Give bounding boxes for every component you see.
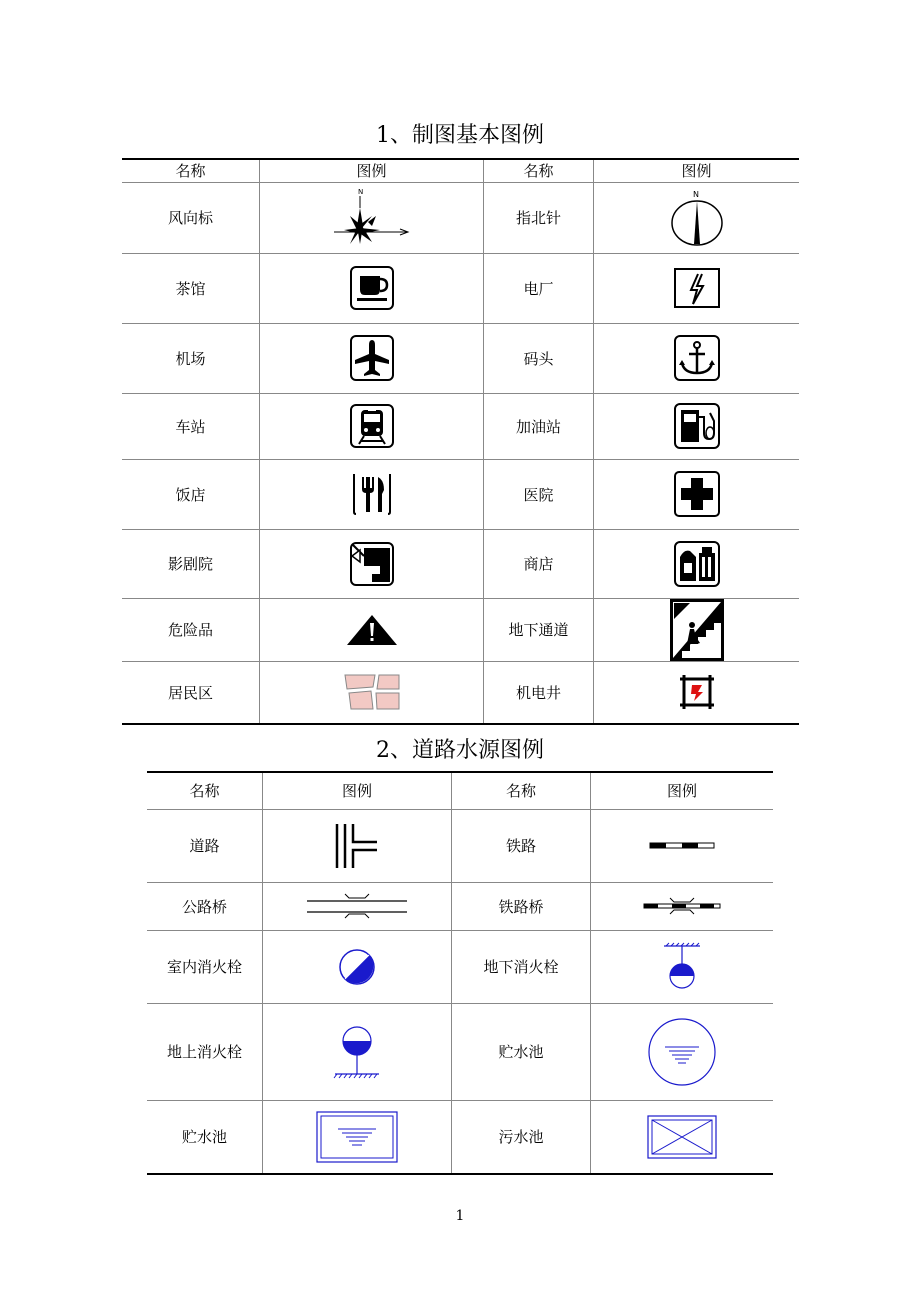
table-header-row [122,159,799,182]
road-water-legend-table [147,771,773,1175]
row-name: 车站 [122,393,260,459]
row-name: 道路 [147,809,263,882]
header-name-2: 名称 [452,772,591,809]
row-name: 商店 [484,529,594,598]
row-name: 指北针 [484,182,594,253]
table-row [122,182,799,253]
teacup-icon [350,266,394,310]
fork-knife-icon [350,472,394,516]
row-name: 地下消火栓 [452,930,591,1003]
table-row [147,930,773,1003]
basic-legend-table [122,158,799,725]
warning-triangle-icon [346,614,398,646]
wind-rose-icon [332,186,412,250]
table-row [122,661,799,724]
row-name: 加油站 [484,393,594,459]
table-row [122,459,799,529]
shop-icon [674,541,720,587]
row-name: 贮水池 [147,1100,263,1174]
row-name: 饭店 [122,459,260,529]
table-header-row [147,772,773,809]
table-row [122,529,799,598]
underground-hydrant-icon [660,942,704,992]
road-bridge-icon [305,892,409,920]
anchor-icon [674,335,720,381]
page-number: 1 [455,1208,465,1224]
table-row [147,1003,773,1100]
lightning-icon [674,268,720,308]
indoor-hydrant-icon [337,947,377,987]
airplane-icon [350,335,394,381]
row-name: 影剧院 [122,529,260,598]
svg-text:N: N [692,189,699,199]
header-name-2: 名称 [484,159,594,182]
table-row [147,809,773,882]
row-name: 室内消火栓 [147,930,263,1003]
row-name: 污水池 [452,1100,591,1174]
row-name: 码头 [484,323,594,393]
header-legend-2: 图例 [594,159,800,182]
table-row [147,1100,773,1174]
header-legend-1: 图例 [260,159,484,182]
table-row [122,598,799,661]
row-name: 铁路桥 [452,882,591,930]
residential-blocks-icon [343,673,401,711]
underpass-stairs-icon [670,599,724,661]
table-row [122,393,799,459]
section1-title: 1、制图基本图例 [376,123,544,148]
square-reservoir-icon [316,1111,398,1163]
row-name: 地上消火栓 [147,1003,263,1100]
railway-bridge-icon [642,897,722,915]
theater-icon [350,542,394,586]
railway-icon [649,842,715,850]
header-name-1: 名称 [122,159,260,182]
north-arrow-icon [667,188,727,248]
table-row [122,323,799,393]
aboveground-hydrant-icon [333,1024,381,1080]
row-name: 贮水池 [452,1003,591,1100]
row-name: 地下通道 [484,598,594,661]
electric-well-icon [678,673,716,711]
table-row [147,882,773,930]
train-icon [350,404,394,448]
row-name: 电厂 [484,253,594,323]
row-name: 风向标 [122,182,260,253]
row-name: 铁路 [452,809,591,882]
svg-text:N: N [357,187,363,196]
row-name: 居民区 [122,661,260,724]
round-reservoir-icon [647,1017,717,1087]
row-name: 机场 [122,323,260,393]
row-name: 茶馆 [122,253,260,323]
row-name: 公路桥 [147,882,263,930]
cross-icon [674,471,720,517]
header-legend-2: 图例 [591,772,774,809]
road-junction-icon [335,823,379,869]
header-legend-1: 图例 [263,772,452,809]
row-name: 机电井 [484,661,594,724]
table-row [122,253,799,323]
sewage-pool-icon [647,1115,717,1159]
fuel-pump-icon [674,403,720,449]
row-name: 危险品 [122,598,260,661]
row-name: 医院 [484,459,594,529]
section2-title: 2、道路水源图例 [376,738,544,763]
header-name-1: 名称 [147,772,263,809]
